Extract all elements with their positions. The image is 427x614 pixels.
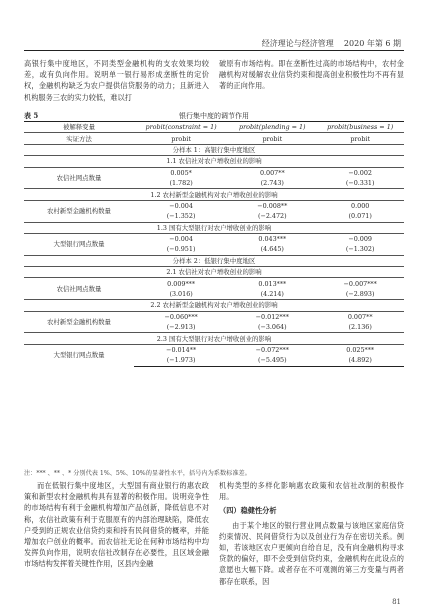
z-cell: (−2.913) <box>166 323 196 332</box>
method-cell: probit <box>316 133 404 144</box>
coef-cell: −0.008** <box>228 200 316 211</box>
z-cell: (−2.893) <box>345 290 375 299</box>
right-paragraph: 破原有市场结构。即在垄断性过高的市场结构中，农村金融机构对缓解农业信贷约束和提高创业积极性均不再有显著的正向作用。 <box>219 59 404 91</box>
table-row <box>24 311 404 322</box>
z-cell: (−5.495) <box>228 355 316 366</box>
left-column <box>24 58 209 103</box>
section-heading: （四）稳健性分析 <box>219 506 277 516</box>
z-cell: (2.743) <box>260 179 284 188</box>
coef-cell: −0.004 <box>134 200 228 211</box>
coef-cell: 0.000 <box>316 200 404 211</box>
table-caption: 银行集中度的调节作用 <box>179 112 249 120</box>
row-label: 农信社网点数量 <box>24 278 134 300</box>
table-row <box>24 233 404 244</box>
table-row <box>24 344 404 355</box>
coef-cell: −0.004 <box>134 233 228 244</box>
z-cell: (−2.472) <box>257 212 287 221</box>
method-cell: probit <box>134 133 228 144</box>
z-cell: (4.214) <box>260 290 284 299</box>
table-note: 注：*** 、** 、* 分别代表 1%、5%、10%的显著性水平，括号内为系数标准差。 <box>24 470 251 477</box>
regression-table <box>24 121 404 367</box>
row-label: 大型银行网点数量 <box>24 344 134 366</box>
page-number: 81 <box>392 598 401 606</box>
method-row <box>24 133 404 144</box>
table-header-row <box>24 122 404 133</box>
coef-cell: −0.072*** <box>228 344 316 355</box>
left-paragraph: 而在低银行集中度地区，大型国有商业银行的惠农政策和新型农村金融机构具有显著的积极作用。说明竞争性的市场结构有利于金融机构增加产品创新，降低信息不对称，农信社政策有利于克服原有的内部治理缺陷，降低农户受到的正规农业信贷约束和持有民间借贷的概率，并能增加农户创业的概率。而农信社无论在何种市场结构中均发挥负向作用，说明农信社改制存在必要性，且区域金融市场结构发挥着关键性作用，区县内金融 <box>24 481 209 569</box>
z-cell: (−3.064) <box>257 323 287 332</box>
right-paragraph: 由于某个地区的银行营业网点数量与该地区家庭信贷约束情况、民间借贷行为以及创业行为存在密切关系。例如，若该地区农户更倾向自给自足，没有向金融机构寻求贷款的偏好，即不会受到信贷约束，金融机构在此设点的意愿也大幅下降。或者存在不可观测的第三方变量与两者都存在联系，因 <box>219 520 404 586</box>
method-cell: probit <box>228 133 316 144</box>
group-subtitle: 2.2 农村新型金融机构对农户增收创业的影响 <box>24 300 404 311</box>
bottom-text-columns <box>24 480 404 587</box>
coef-cell: −0.060*** <box>134 311 228 322</box>
group-subtitle: 2.3 国有大型银行对农户增收创业的影响 <box>24 333 404 344</box>
issue-number: 2020 年第 6 期 <box>343 39 401 48</box>
section-title: 分样本 2：低银行集中度地区 <box>24 255 404 266</box>
z-cell: (1.782) <box>169 179 193 188</box>
left-column <box>24 480 209 587</box>
z-cell: (−0.951) <box>166 245 196 254</box>
z-cell: (−0.331) <box>345 179 375 188</box>
left-paragraph: 高银行集中度地区，不同类型金融机构的支农效果均较差，或有负向作用。说明单一银行易形成垄断性的定价权，金融机构缺乏为农户提供信贷服务的动力；且新进入机构服务三农的实力较低，难以打 <box>24 59 209 102</box>
coef-cell: −0.002 <box>316 167 404 178</box>
method-label: 实证方法 <box>24 133 134 144</box>
row-label: 大型银行网点数量 <box>24 233 134 255</box>
top-text-columns <box>24 58 404 103</box>
right-paragraph: 机构类型的多样化影响惠农政策和农信社改制的积极作用。 <box>219 481 404 502</box>
col-header-label: 被解释变量 <box>24 122 134 133</box>
coef-cell: 0.043*** <box>228 233 316 244</box>
coef-cell: −0.014** <box>134 344 228 355</box>
group-subtitle: 2.1 农信社对农户增收创业的影响 <box>166 268 262 277</box>
running-header <box>262 38 401 49</box>
z-cell: (0.071) <box>348 212 372 221</box>
z-cell: (2.136) <box>348 323 372 332</box>
section-title: 分样本 1：高银行集中度地区 <box>24 144 404 155</box>
col-header-1: probit(constraint = 1) <box>134 122 228 133</box>
row-label: 农村新型金融机构数量 <box>24 200 134 222</box>
table-row <box>24 200 404 211</box>
z-cell: (−1.973) <box>134 355 228 366</box>
coef-cell: 0.005* <box>134 167 228 178</box>
right-column <box>219 480 404 587</box>
z-cell: (4.645) <box>260 245 284 254</box>
group-subtitle: 1.2 农村新型金融机构对农户增收创业的影响 <box>24 189 404 200</box>
row-label: 农村新型金融机构数量 <box>24 311 134 333</box>
z-cell: (4.892) <box>316 355 404 366</box>
coef-cell: −0.012*** <box>228 311 316 322</box>
coef-cell: 0.013*** <box>228 278 316 289</box>
journal-name: 经济理论与经济管理 <box>261 39 334 48</box>
header-rule <box>24 50 404 51</box>
table-title <box>24 111 404 121</box>
coef-cell: 0.025*** <box>316 344 404 355</box>
right-column <box>219 58 404 103</box>
coef-cell: 0.007** <box>228 167 316 178</box>
coef-cell: −0.007*** <box>316 278 404 289</box>
col-header-3: probit(business = 1) <box>316 122 404 133</box>
group-subtitle: 1.3 国有大型银行对农户增收创业的影响 <box>24 222 404 233</box>
coef-cell: 0.007** <box>316 311 404 322</box>
coef-cell: −0.009 <box>316 233 404 244</box>
z-cell: (3.016) <box>169 290 193 299</box>
table-row <box>24 278 404 289</box>
row-label: 农信社网点数量 <box>24 167 134 189</box>
table-number: 表 5 <box>24 111 39 120</box>
table-row <box>24 167 404 178</box>
z-cell: (−1.302) <box>345 245 375 254</box>
z-cell: (−1.352) <box>166 212 196 221</box>
col-header-2: probit(plending = 1) <box>228 122 316 133</box>
group-subtitle: 1.1 农信社对农户增收创业的影响 <box>166 157 262 166</box>
coef-cell: 0.009*** <box>134 278 228 289</box>
